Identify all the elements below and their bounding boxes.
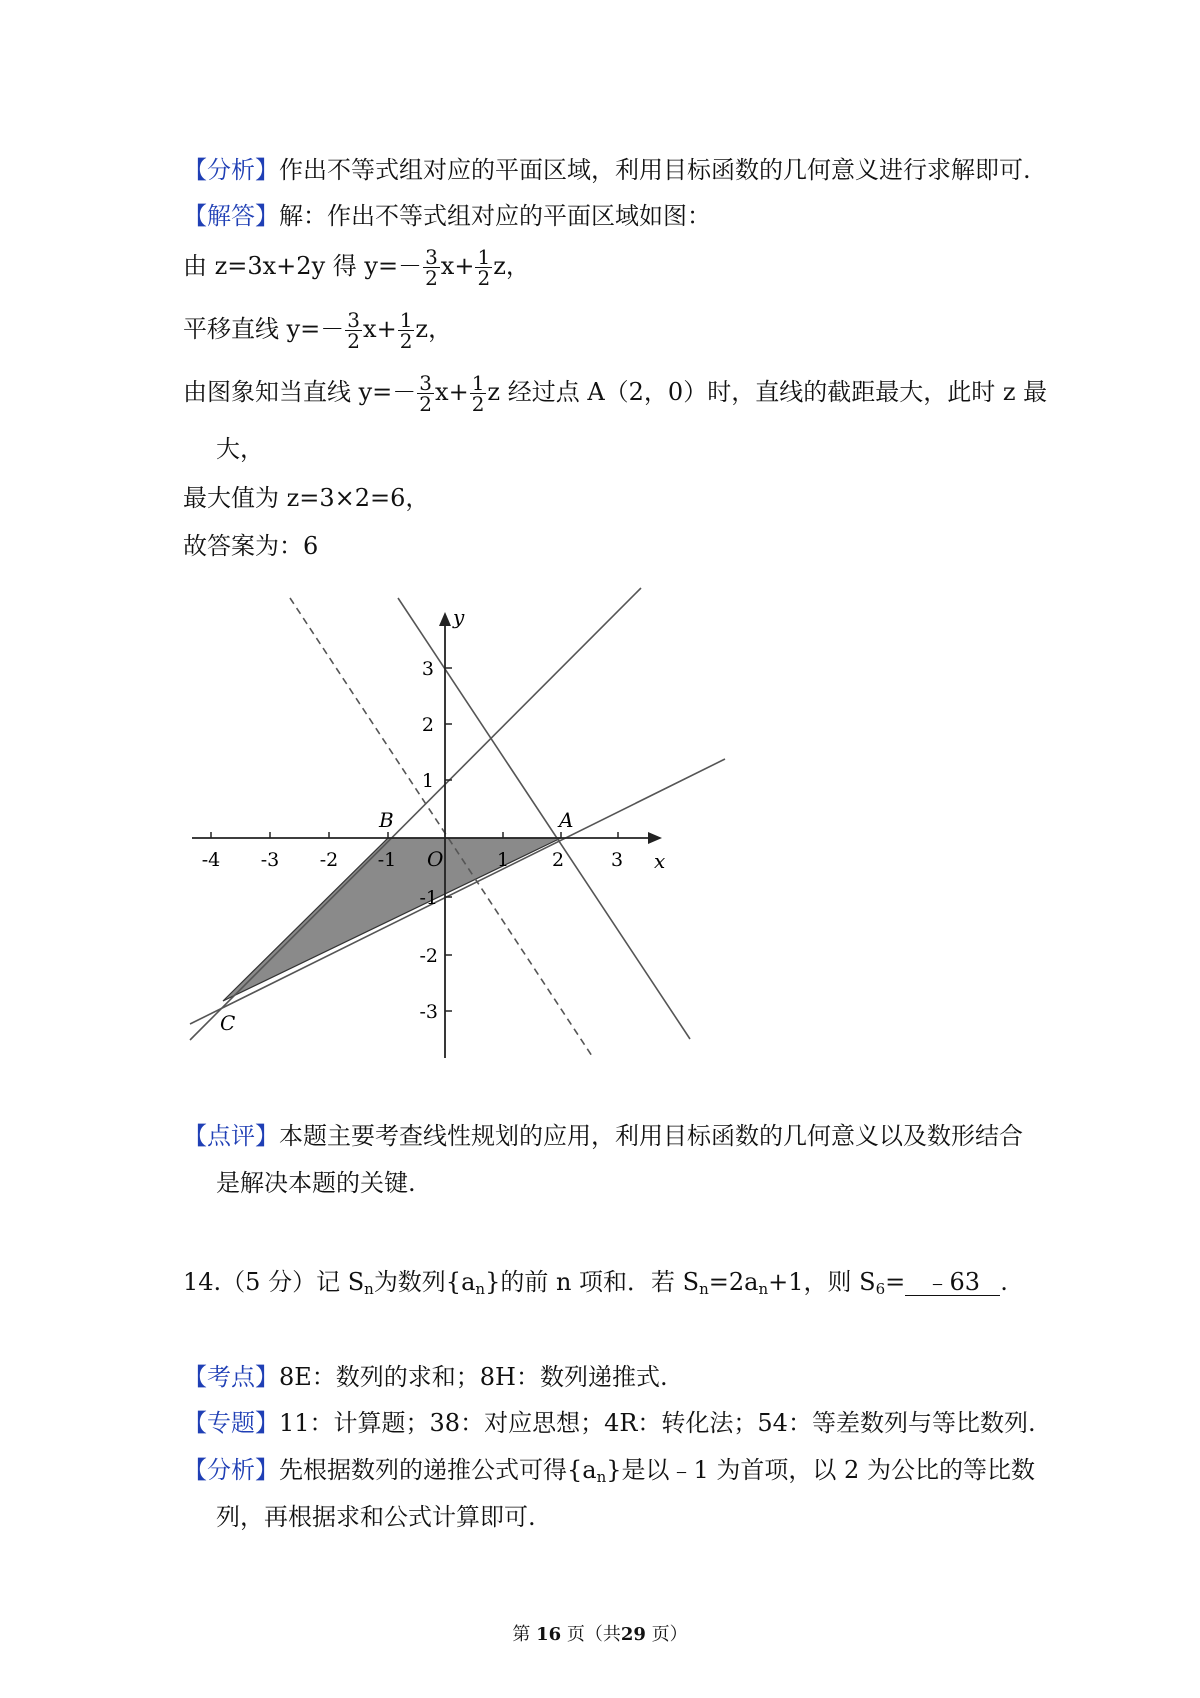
kaodian-line <box>183 1361 668 1393</box>
point-a-label: A <box>559 808 574 832</box>
step2-suffix: z， <box>415 315 453 343</box>
step2-prefix: 平移直线 y=－ <box>183 315 345 343</box>
zhuanti-tag: 【专题】 <box>183 1409 279 1437</box>
step3-mid: x+ <box>435 378 469 406</box>
q14-answer-blank: ﹣63 <box>905 1269 1000 1296</box>
question-14 <box>183 1266 1008 1298</box>
line-steep <box>398 598 690 1039</box>
fraction-numerator: 1 <box>399 308 413 332</box>
q14-equals: = <box>885 1268 906 1296</box>
analysis2-text: 先根据数列的递推公式可得{a <box>279 1456 597 1484</box>
x-axis-arrow <box>648 832 662 844</box>
y-axis-arrow <box>439 612 451 626</box>
analysis-tag: 【分析】 <box>183 156 279 184</box>
analysis2-text: }是以﹣1 为首项，以 2 为公比的等比数 <box>606 1456 1035 1484</box>
point-b-label: B <box>379 808 394 832</box>
footer-text: 页（共 <box>566 1624 621 1645</box>
zhuanti-text: 11：计算题；38：对应思想；4R：转化法；54：等差数列与等比数列. <box>279 1409 1036 1437</box>
q14-text: =2a <box>708 1268 759 1296</box>
fraction-denominator: 2 <box>471 392 485 416</box>
fraction-numerator: 3 <box>419 371 433 395</box>
x-tick-label: -3 <box>260 849 280 871</box>
origin-label: O <box>427 847 444 871</box>
q14-sub: n <box>758 1280 769 1298</box>
page-footer <box>0 1620 1200 1646</box>
page-number: 16 <box>536 1624 562 1645</box>
q14-text: 为数列{a <box>373 1268 476 1296</box>
q14-prefix: 14.（5 分）记 S <box>183 1268 365 1296</box>
x-axis-label: x <box>654 849 666 873</box>
footer-text: 页） <box>651 1624 688 1645</box>
x-tick-label: -4 <box>201 849 221 871</box>
y-tick-label: 3 <box>421 658 434 680</box>
y-tick-label: -2 <box>419 945 438 967</box>
step2-mid: x+ <box>363 315 397 343</box>
step3-prefix: 由图象知当直线 y=－ <box>183 378 417 406</box>
comment-text: 本题主要考查线性规划的应用，利用目标函数的几何意义以及数形结合 <box>279 1122 1023 1150</box>
x-tick-label: 1 <box>496 849 510 871</box>
q14-sub: 6 <box>875 1280 886 1298</box>
analysis2-line-cont <box>216 1501 536 1533</box>
point-c-label: C <box>220 1011 236 1035</box>
q14-sub: n <box>699 1280 709 1298</box>
kaodian-text: 8E：数列的求和；8H：数列递推式. <box>279 1363 668 1391</box>
analysis2-continuation: 列，再根据求和公式计算即可. <box>216 1503 536 1531</box>
q14-text: +1，则 S <box>768 1268 876 1296</box>
comment-line-cont <box>216 1167 416 1199</box>
step3-continuation: 大， <box>216 435 264 463</box>
step3-suffix: z 经过点 A（2，0）时，直线的截距最大，此时 z 最 <box>487 378 1048 406</box>
line-lower <box>190 759 725 1024</box>
q14-sub: n <box>475 1280 486 1298</box>
analysis2-line <box>183 1454 1035 1486</box>
analysis2-tag: 【分析】 <box>183 1456 279 1484</box>
fraction-denominator: 2 <box>419 392 433 416</box>
page-total: 29 <box>620 1624 646 1645</box>
fraction-numerator: 3 <box>425 245 438 269</box>
fraction-denominator: 2 <box>347 329 361 353</box>
q14-sub: n <box>364 1280 374 1298</box>
fraction-denominator: 2 <box>399 329 413 353</box>
y-tick-label: -3 <box>419 1001 438 1023</box>
analysis2-sub: n <box>596 1468 607 1486</box>
comment-line <box>183 1120 1023 1152</box>
step1-prefix: 由 z=3x+2y 得 y=－ <box>183 252 423 280</box>
step1-mid: x+ <box>440 252 475 280</box>
y-axis-label: y <box>453 605 465 629</box>
y-tick-label: -1 <box>419 887 438 909</box>
x-tick-label: 3 <box>610 849 624 871</box>
fraction-numerator: 1 <box>471 371 485 395</box>
solution-tag: 【解答】 <box>183 202 279 230</box>
answer-text: 故答案为：6 <box>183 532 319 560</box>
comment-continuation: 是解决本题的关键. <box>216 1169 416 1197</box>
fraction-denominator: 2 <box>425 266 438 290</box>
line-objective-dashed <box>290 598 592 1056</box>
zhuanti-line <box>183 1407 1036 1439</box>
q14-text: }的前 n 项和．若 S <box>485 1268 700 1296</box>
footer-text: 第 <box>512 1624 531 1645</box>
q14-end: . <box>1000 1268 1008 1296</box>
comment-tag: 【点评】 <box>183 1122 279 1150</box>
analysis-text: 作出不等式组对应的平面区域，利用目标函数的几何意义进行求解即可. <box>279 156 1031 184</box>
max-value-text: 最大值为 z=3×2=6， <box>183 484 430 512</box>
y-tick-label: 1 <box>421 770 434 792</box>
kaodian-tag: 【考点】 <box>183 1363 279 1391</box>
solution-intro: 解：作出不等式组对应的平面区域如图： <box>279 202 711 230</box>
x-tick-label: -2 <box>319 849 339 871</box>
x-tick-label: -1 <box>377 849 397 871</box>
fraction-denominator: 2 <box>477 266 491 290</box>
fraction-numerator: 3 <box>347 308 361 332</box>
step1-suffix: z， <box>493 252 530 280</box>
x-tick-label: 2 <box>551 849 565 871</box>
fraction-numerator: 1 <box>477 245 491 269</box>
y-tick-label: 2 <box>421 714 434 736</box>
